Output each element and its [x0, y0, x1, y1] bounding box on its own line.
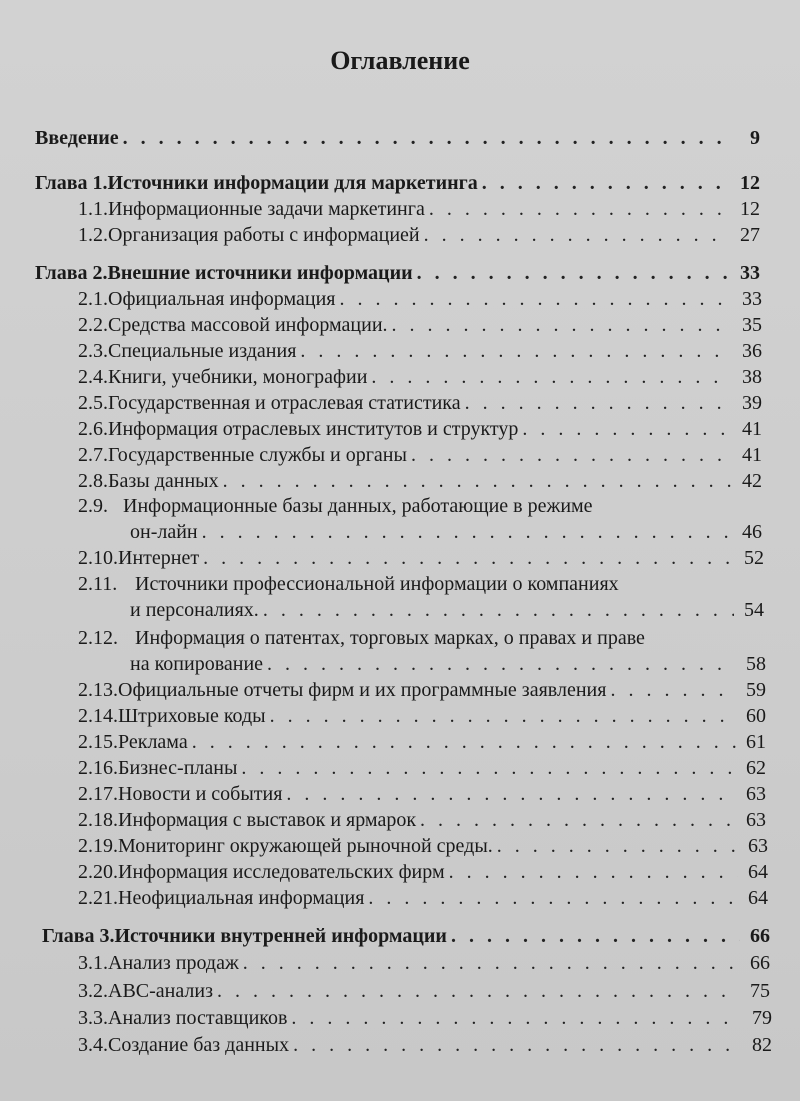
toc-leader-dots [429, 197, 730, 221]
toc-label: Бизнес-планы [118, 757, 238, 779]
toc-label: Неофициальная информация [118, 887, 365, 909]
toc-label: Источники внутренней информации [114, 925, 447, 947]
toc-label: Введение [35, 127, 119, 149]
toc-entry-2-9 [130, 520, 762, 544]
toc-leader-dots [300, 339, 732, 363]
toc-entry-2-4 [78, 365, 762, 389]
toc-page-number: 62 [746, 757, 766, 779]
toc-entry-2-8 [78, 469, 762, 493]
toc-leader-dots [217, 979, 740, 1003]
toc-number: 3.1. [78, 952, 108, 974]
toc-number: 2.2. [78, 314, 108, 336]
toc-page-number: 46 [742, 521, 762, 543]
toc-label: Информационные базы данных, работающие в режиме [123, 495, 593, 517]
toc-page-number: 52 [744, 547, 764, 569]
toc-page-number: 63 [746, 809, 766, 831]
toc-entry-intro [35, 126, 760, 150]
toc-number: 1.1. [78, 198, 108, 220]
toc-leader-dots [411, 443, 732, 467]
toc-entry-2-14 [78, 704, 766, 728]
toc-page-number: 9 [750, 127, 760, 149]
toc-label: Официальные отчеты фирм и их программные заявления [118, 679, 607, 701]
toc-page-number: 63 [748, 835, 768, 857]
toc-number: Глава 3. [42, 925, 115, 947]
toc-leader-dots [451, 924, 740, 948]
toc-leader-dots [263, 598, 734, 622]
toc-page-number: 79 [752, 1007, 772, 1029]
toc-page-number: 33 [742, 288, 762, 310]
toc-leader-dots [392, 313, 732, 337]
toc-label: Источники профессиональной информации о компаниях [135, 573, 619, 595]
toc-entry-2-3 [78, 339, 762, 363]
toc-leader-dots [192, 730, 736, 754]
toc-entry-2-11-line1 [78, 572, 619, 596]
toc-label: Государственные службы и органы [108, 444, 407, 466]
toc-entry-2-11 [130, 598, 764, 622]
toc-page-number: 39 [742, 392, 762, 414]
toc-number: 2.18. [78, 809, 118, 831]
toc-leader-dots [267, 652, 736, 676]
toc-entry-1-1 [78, 197, 760, 221]
toc-page-number: 41 [742, 418, 762, 440]
toc-number: 3.2. [78, 980, 108, 1002]
toc-entry-3-3 [78, 1006, 772, 1030]
toc-label: Государственная и отраслевая статистика [108, 392, 461, 414]
toc-page-number: 12 [740, 198, 760, 220]
toc-number: 2.15. [78, 731, 118, 753]
toc-page-number: 41 [742, 444, 762, 466]
toc-page-number: 36 [742, 340, 762, 362]
toc-leader-dots [497, 834, 738, 858]
toc-label: Новости и события [118, 783, 283, 805]
toc-label: Интернет [118, 547, 200, 569]
toc-leader-dots [522, 417, 732, 441]
toc-label: Средства массовой информации. [108, 314, 388, 336]
toc-number: 3.3. [78, 1007, 108, 1029]
toc-page-number: 12 [740, 172, 760, 194]
toc-number: 2.9. [78, 495, 108, 517]
toc-label: Официальная информация [108, 288, 336, 310]
toc-page-number: 64 [748, 887, 768, 909]
toc-page-number: 75 [750, 980, 770, 1002]
toc-label: Внешние источники информации [107, 262, 413, 284]
toc-label: Информация с выставок и ярмарок [118, 809, 417, 831]
toc-number: 2.8. [78, 470, 108, 492]
toc-leader-dots [123, 126, 730, 150]
toc-label: Организация работы с информацией [108, 224, 420, 246]
toc-entry-3-4 [78, 1033, 772, 1057]
toc-label: Специальные издания [108, 340, 297, 362]
toc-label: Информация исследовательских фирм [118, 861, 445, 883]
toc-number: 2.1. [78, 288, 108, 310]
toc-entry-2-17 [78, 782, 766, 806]
toc-number: 2.13. [78, 679, 118, 701]
toc-leader-dots [241, 756, 736, 780]
toc-page-number: 60 [746, 705, 766, 727]
toc-page-number: 35 [742, 314, 762, 336]
toc-page-number: 27 [740, 224, 760, 246]
toc-number: 2.5. [78, 392, 108, 414]
toc-page-number: 54 [744, 599, 764, 621]
toc-entry-2-20 [78, 860, 768, 884]
toc-number: 2.19. [78, 835, 118, 857]
toc-label: Информация отраслевых институтов и структур [108, 418, 519, 440]
toc-entry-2-12-line1 [78, 626, 645, 650]
toc-label: Источники информации для маркетинга [107, 172, 478, 194]
toc-label-continued: он-лайн [130, 521, 198, 543]
toc-leader-dots [340, 287, 732, 311]
toc-label: ABC-анализ [108, 980, 213, 1002]
toc-number: Глава 2. [35, 262, 108, 284]
toc-label-continued: и персоналиях. [130, 599, 259, 621]
toc-number: 2.3. [78, 340, 108, 362]
toc-label: Информация о патентах, торговых марках, о правах и праве [135, 627, 645, 649]
toc-entry-2-5 [78, 391, 762, 415]
toc-entry-2-15 [78, 730, 766, 754]
toc-number: 2.10. [78, 547, 118, 569]
toc-leader-dots [291, 1006, 742, 1030]
toc-entry-2-12 [130, 652, 766, 676]
toc-number: 2.17. [78, 783, 118, 805]
toc-entry-2-21 [78, 886, 768, 910]
toc-entry-2-6 [78, 417, 762, 441]
toc-leader-dots [223, 469, 732, 493]
toc-label: Базы данных [108, 470, 219, 492]
toc-leader-dots [465, 391, 732, 415]
toc-entry-chapter-3 [42, 924, 770, 948]
toc-page-number: 63 [746, 783, 766, 805]
toc-label: Анализ продаж [108, 952, 239, 974]
toc-entry-2-18 [78, 808, 766, 832]
toc-leader-dots [270, 704, 736, 728]
toc-leader-dots [286, 782, 736, 806]
toc-leader-dots [243, 951, 740, 975]
toc-leader-dots [202, 520, 732, 544]
toc-number: 2.14. [78, 705, 118, 727]
toc-number: 2.21. [78, 887, 118, 909]
toc-page-number: 82 [752, 1034, 772, 1056]
toc-entry-chapter-1 [35, 171, 760, 195]
toc-number: 2.20. [78, 861, 118, 883]
toc-page-number: 59 [746, 679, 766, 701]
toc-label: Штриховые коды [118, 705, 266, 727]
toc-leader-dots [420, 808, 736, 832]
toc-number: Глава 1. [35, 172, 108, 194]
toc-page-number: 58 [746, 653, 766, 675]
toc-page-number: 61 [746, 731, 766, 753]
toc-entry-2-16 [78, 756, 766, 780]
toc-page-number: 38 [742, 366, 762, 388]
toc-leader-dots [203, 546, 734, 570]
toc-leader-dots [424, 223, 730, 247]
toc-leader-dots [417, 261, 730, 285]
toc-number: 2.11. [78, 573, 118, 595]
toc-page-number: 66 [750, 952, 770, 974]
toc-entry-2-9-line1 [78, 494, 593, 518]
toc-entry-2-2 [78, 313, 762, 337]
toc-number: 2.6. [78, 418, 108, 440]
toc-page-number: 64 [748, 861, 768, 883]
toc-page-number: 33 [740, 262, 760, 284]
toc-page-number: 66 [750, 925, 770, 947]
toc-page-number: 42 [742, 470, 762, 492]
toc-entry-2-1 [78, 287, 762, 311]
toc-entry-1-2 [78, 223, 760, 247]
toc-entry-3-1 [78, 951, 770, 975]
toc-number: 3.4. [78, 1034, 108, 1056]
toc-leader-dots [371, 365, 732, 389]
toc-label: Мониторинг окружающей рыночной среды. [118, 835, 493, 857]
toc-number: 2.16. [78, 757, 118, 779]
toc-leader-dots [449, 860, 738, 884]
toc-entry-3-2 [78, 979, 770, 1003]
toc-label: Анализ поставщиков [108, 1007, 288, 1029]
toc-entry-2-19 [78, 834, 768, 858]
page-title: Оглавление [330, 46, 470, 75]
toc-label-continued: на копирование [130, 653, 264, 675]
toc-number: 1.2. [78, 224, 108, 246]
toc-leader-dots [368, 886, 738, 910]
toc-entry-chapter-2 [35, 261, 760, 285]
toc-leader-dots [293, 1033, 742, 1057]
toc-number: 2.4. [78, 366, 108, 388]
toc-number: 2.12. [78, 627, 118, 649]
toc-leader-dots [482, 171, 730, 195]
toc-label: Реклама [118, 731, 188, 753]
toc-entry-2-7 [78, 443, 762, 467]
toc-entry-2-13 [78, 678, 766, 702]
toc-entry-2-10 [78, 546, 764, 570]
toc-label: Создание баз данных [108, 1034, 290, 1056]
toc-label: Информационные задачи маркетинга [108, 198, 425, 220]
toc-leader-dots [610, 678, 736, 702]
toc-number: 2.7. [78, 444, 108, 466]
toc-label: Книги, учебники, монографии [108, 366, 368, 388]
